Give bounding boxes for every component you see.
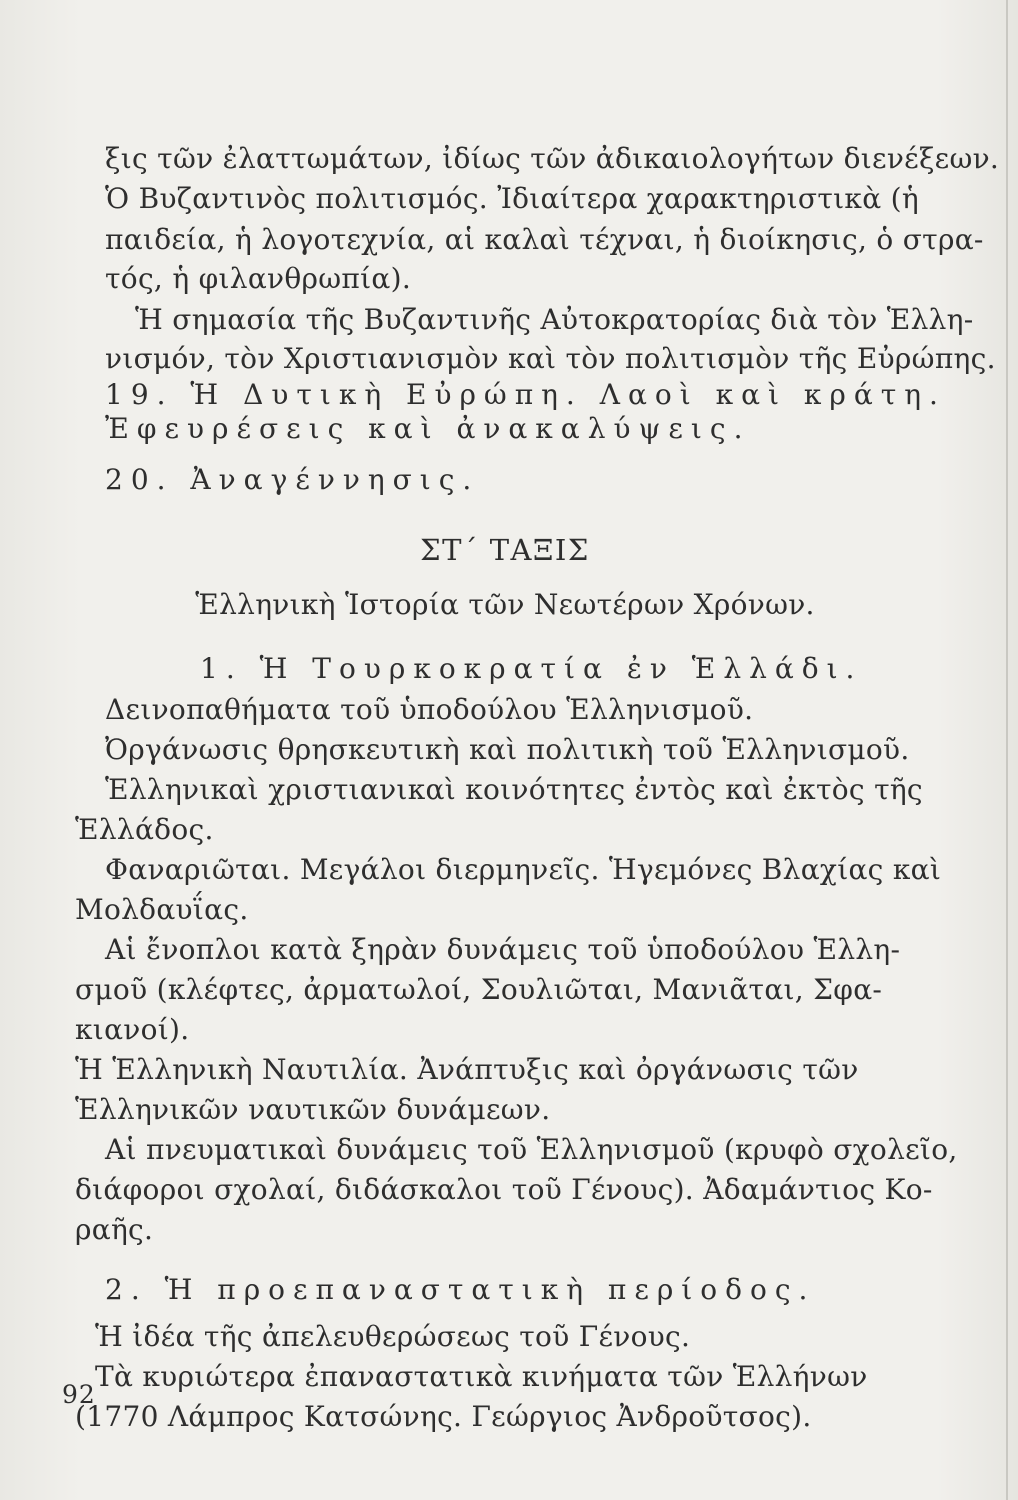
section-heading-1: 1. Ἡ Τουρκοκρατία ἐν Ἑλλάδι. [200, 652, 863, 685]
text-line: σμοῦ (κλέφτες, ἀρματωλοί, Σουλιῶται, Μανιᾶται, Σφα- [75, 973, 883, 1006]
text-line: Φαναριῶται. Μεγάλοι διερμηνεῖς. Ἡγεμόνες Βλαχίας καὶ [105, 853, 942, 886]
text-line: Αἱ πνευματικαὶ δυνάμεις τοῦ Ἑλληνισμοῦ (κρυφὸ σχολεῖο, [105, 1133, 958, 1166]
text-line: (1770 Λάμπρος Κατσώνης. Γεώργιος Ἀνδροῦτσος). [75, 1400, 812, 1433]
text-line: Ἑλληνικῶν ναυτικῶν δυνάμεων. [75, 1093, 551, 1126]
subject-title: Ἑλληνικὴ Ἱστορία τῶν Νεωτέρων Χρόνων. [195, 588, 815, 621]
text-line: παιδεία, ἡ λογοτεχνία, αἱ καλαὶ τέχναι, ἡ διοίκησις, ὁ στρα- [105, 223, 984, 256]
text-line: Αἱ ἔνοπλοι κατὰ ξηρὰν δυνάμεις τοῦ ὑποδούλου Ἑλλη- [105, 933, 901, 966]
text-line: Μολδαυΐας. [75, 893, 249, 926]
text-line: Ἑλληνικαὶ χριστιανικαὶ κοινότητες ἐντὸς καὶ ἐκτὸς τῆς [105, 773, 923, 806]
text-line: Ἡ ἰδέα τῆς ἀπελευθερώσεως τοῦ Γένους. [95, 1320, 691, 1353]
text-line: Ἡ Ἑλληνικὴ Ναυτιλία. Ἀνάπτυξις καὶ ὀργάνωσις τῶν [75, 1053, 859, 1086]
text-line: Ἑλλάδος. [75, 813, 214, 846]
section-heading-19: 19. Ἡ Δυτικὴ Εὐρώπη. Λαοὶ καὶ κράτη. [105, 378, 946, 411]
text-line: Ὀργάνωσις θρησκευτικὴ καὶ πολιτικὴ τοῦ Ἑλληνισμοῦ. [105, 733, 910, 766]
page-edge-divider [1006, 0, 1008, 1500]
text-line: Ὁ Βυζαντινὸς πολιτισμός. Ἰδιαίτερα χαρακτηριστικὰ (ἡ [105, 182, 919, 215]
text-line: Τὰ κυριώτερα ἐπαναστατικὰ κινήματα τῶν Ἑλλήνων [95, 1360, 868, 1393]
text-line: ραῆς. [75, 1213, 154, 1246]
section-heading-20: 20. Ἀναγέννησις. [105, 463, 480, 496]
text-line: νισμόν, τὸν Χριστιανισμὸν καὶ τὸν πολιτισμὸν τῆς Εὐρώπης. [105, 342, 996, 375]
text-line: Δεινοπαθήματα τοῦ ὑποδούλου Ἑλληνισμοῦ. [105, 693, 754, 726]
class-heading: ΣΤ΄ ΤΑΞΙΣ [420, 533, 590, 567]
text-line: διάφοροι σχολαί, διδάσκαλοι τοῦ Γένους). Ἀδαμάντιος Κο- [75, 1173, 933, 1206]
section-heading-2: 2. Ἡ προεπαναστατικὴ περίοδος. [105, 1273, 816, 1306]
text-line: τός, ἡ φιλανθρωπία). [105, 262, 412, 295]
text-line: Ἐφευρέσεις καὶ ἀνακαλύψεις. [105, 412, 751, 445]
text-line: κιανοί). [75, 1013, 190, 1046]
text-line: Ἡ σημασία τῆς Βυζαντινῆς Αὐτοκρατορίας διὰ τὸν Ἑλλη- [135, 303, 974, 336]
page-number: 92 [62, 1380, 96, 1409]
text-line: ξις τῶν ἐλαττωμάτων, ἰδίως τῶν ἀδικαιολογήτων διενέξεων. [105, 142, 1000, 175]
